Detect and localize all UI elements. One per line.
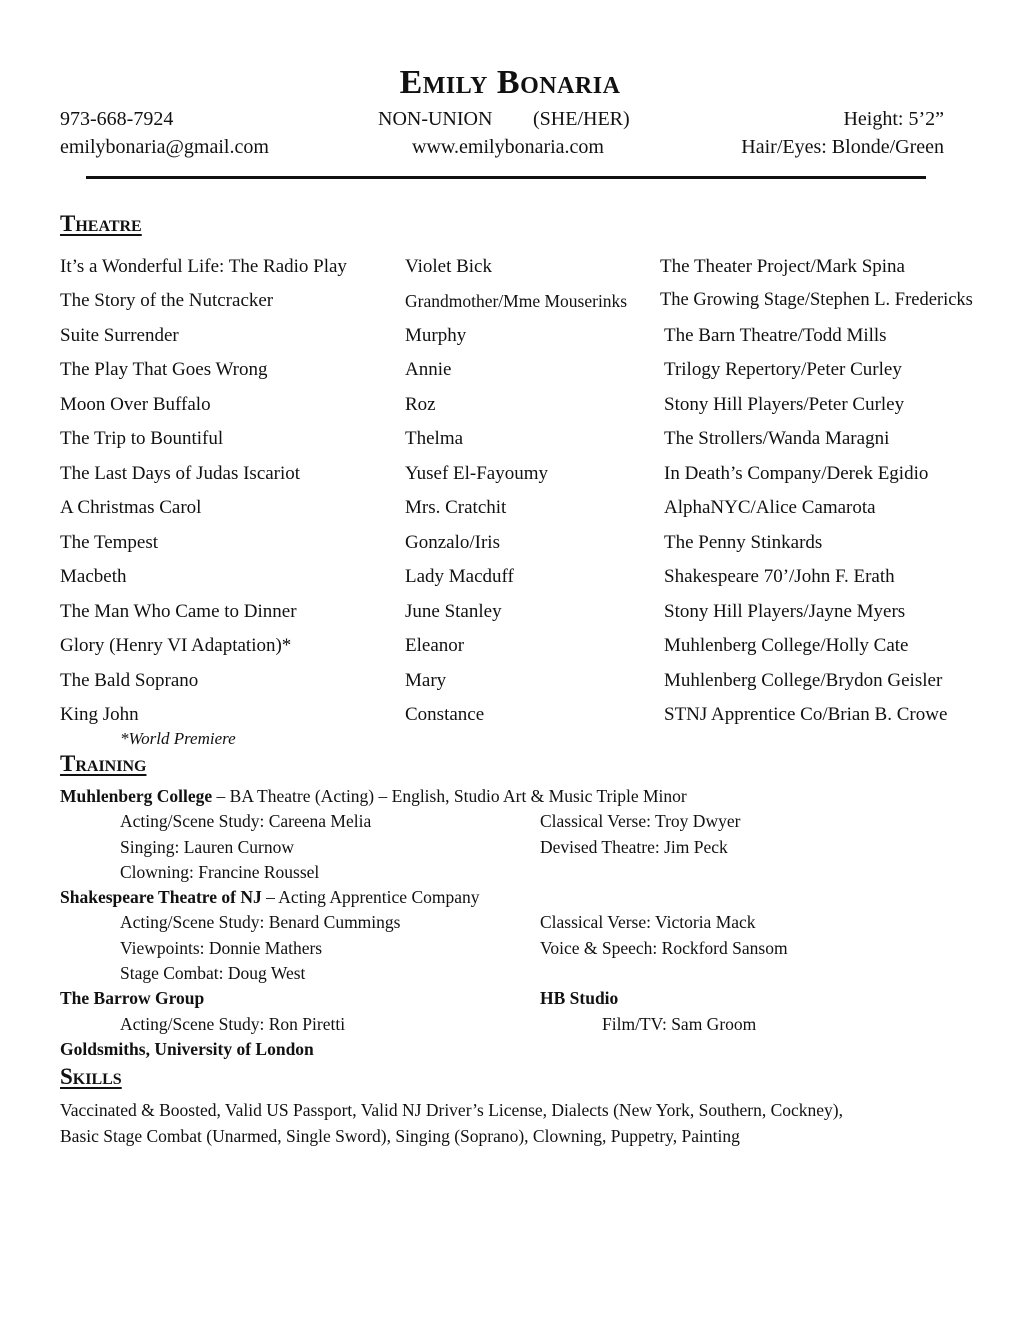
show-title: Moon Over Buffalo bbox=[60, 394, 211, 415]
teacher: Acting/Scene Study: Ron Piretti bbox=[120, 1014, 346, 1034]
show-title: The Play That Goes Wrong bbox=[60, 359, 268, 380]
training-heading: Training bbox=[60, 751, 147, 776]
height: Height: 5’2” bbox=[843, 108, 944, 130]
company-director: Muhlenberg College/Holly Cate bbox=[664, 635, 909, 656]
hair-eyes: Hair/Eyes: Blonde/Green bbox=[741, 136, 944, 158]
company-director: Trilogy Repertory/Peter Curley bbox=[664, 359, 902, 380]
show-title: The Story of the Nutcracker bbox=[60, 290, 274, 311]
skills-line: Basic Stage Combat (Unarmed, Single Sword), Singing (Soprano), Clowning, Puppetry, Painting bbox=[60, 1125, 740, 1146]
credit-row bbox=[60, 670, 1000, 700]
company-director: The Theater Project/Mark Spina bbox=[660, 256, 905, 277]
skills-heading: Skills bbox=[60, 1064, 122, 1089]
teacher: Clowning: Francine Roussel bbox=[120, 862, 320, 882]
role-name: Thelma bbox=[405, 428, 464, 449]
company-director: The Strollers/Wanda Maragni bbox=[664, 428, 890, 449]
role-name: Violet Bick bbox=[405, 256, 492, 277]
role-name: June Stanley bbox=[405, 601, 502, 622]
show-title: The Man Who Came to Dinner bbox=[60, 601, 297, 622]
company-director: STNJ Apprentice Co/Brian B. Crowe bbox=[664, 704, 948, 725]
show-title: The Last Days of Judas Iscariot bbox=[60, 463, 301, 484]
credit-row bbox=[60, 256, 1000, 286]
teacher: Acting/Scene Study: Benard Cummings bbox=[120, 912, 401, 932]
credit-row bbox=[60, 463, 1000, 493]
credit-row bbox=[60, 635, 1000, 665]
show-title: King John bbox=[60, 704, 139, 725]
credit-row bbox=[60, 359, 1000, 389]
credit-row bbox=[60, 601, 1000, 631]
company-director: Stony Hill Players/Peter Curley bbox=[664, 394, 905, 415]
credit-row bbox=[60, 290, 1000, 320]
role-name: Annie bbox=[405, 359, 452, 380]
website: www.emilybonaria.com bbox=[412, 136, 604, 158]
school-name: HB Studio bbox=[540, 988, 619, 1008]
training-entry bbox=[60, 887, 480, 908]
role-name: Grandmother/Mme Mouserinks bbox=[405, 291, 628, 311]
show-title: The Bald Soprano bbox=[60, 670, 199, 691]
role-name: Eleanor bbox=[405, 635, 465, 656]
phone-number: 973-668-7924 bbox=[60, 108, 174, 130]
school-name: Shakespeare Theatre of NJ bbox=[60, 887, 262, 907]
role-name: Murphy bbox=[405, 325, 467, 346]
teacher: Devised Theatre: Jim Peck bbox=[540, 837, 728, 857]
role-name: Mary bbox=[405, 670, 447, 691]
role-name: Gonzalo/Iris bbox=[405, 532, 500, 553]
pronouns: (SHE/HER) bbox=[533, 108, 630, 130]
school-detail: – Acting Apprentice Company bbox=[261, 887, 480, 907]
teacher: Stage Combat: Doug West bbox=[120, 963, 306, 983]
company-director: In Death’s Company/Derek Egidio bbox=[664, 463, 929, 484]
show-title: It’s a Wonderful Life: The Radio Play bbox=[60, 256, 347, 277]
email-address: emilybonaria@gmail.com bbox=[60, 136, 269, 158]
credit-row bbox=[60, 428, 1000, 458]
school-name: Muhlenberg College bbox=[60, 786, 213, 806]
theatre-heading: Theatre bbox=[60, 211, 142, 236]
training-entry bbox=[60, 786, 687, 807]
credit-row bbox=[60, 532, 1000, 562]
show-title: A Christmas Carol bbox=[60, 497, 202, 518]
show-title: Suite Surrender bbox=[60, 325, 179, 346]
teacher: Viewpoints: Donnie Mathers bbox=[120, 938, 323, 958]
teacher: Classical Verse: Troy Dwyer bbox=[540, 811, 741, 831]
role-name: Constance bbox=[405, 704, 485, 725]
show-title: Macbeth bbox=[60, 566, 127, 587]
show-title: Glory (Henry VI Adaptation)* bbox=[60, 635, 292, 656]
teacher: Voice & Speech: Rockford Sansom bbox=[540, 938, 788, 958]
credit-row bbox=[60, 566, 1000, 596]
credit-row bbox=[60, 394, 1000, 424]
teacher: Classical Verse: Victoria Mack bbox=[540, 912, 756, 932]
role-name: Yusef El-Fayoumy bbox=[405, 463, 549, 484]
credit-row bbox=[60, 497, 1000, 527]
school-detail: – BA Theatre (Acting) – English, Studio Art & Music Triple Minor bbox=[212, 786, 687, 806]
show-title: The Tempest bbox=[60, 532, 159, 553]
company-director: The Barn Theatre/Todd Mills bbox=[664, 325, 887, 346]
credit-row bbox=[60, 325, 1000, 355]
show-title: The Trip to Bountiful bbox=[60, 428, 224, 449]
company-director: AlphaNYC/Alice Camarota bbox=[664, 497, 876, 518]
company-director: Muhlenberg College/Brydon Geisler bbox=[664, 670, 943, 691]
skills-list bbox=[60, 1098, 960, 1149]
company-director: Stony Hill Players/Jayne Myers bbox=[664, 601, 906, 622]
union-status: NON-UNION bbox=[378, 108, 493, 130]
school-name: The Barrow Group bbox=[60, 988, 205, 1008]
teacher: Singing: Lauren Curnow bbox=[120, 837, 295, 857]
company-director: The Growing Stage/Stephen L. Fredericks bbox=[660, 290, 973, 310]
company-director: The Penny Stinkards bbox=[664, 532, 823, 553]
school-name: Goldsmiths, University of London bbox=[60, 1039, 314, 1059]
role-name: Lady Macduff bbox=[405, 566, 514, 587]
company-director: Shakespeare 70’/John F. Erath bbox=[664, 566, 895, 587]
role-name: Mrs. Cratchit bbox=[405, 497, 507, 518]
world-premiere-note: *World Premiere bbox=[120, 729, 236, 748]
teacher: Acting/Scene Study: Careena Melia bbox=[120, 811, 372, 831]
teacher: Film/TV: Sam Groom bbox=[602, 1014, 757, 1034]
resume-name: Emily Bonaria bbox=[399, 64, 621, 101]
skills-line: Vaccinated & Boosted, Valid US Passport, Valid NJ Driver’s License, Dialects (New York, Southern, Cockney), bbox=[60, 1100, 844, 1120]
header-divider bbox=[86, 176, 926, 179]
role-name: Roz bbox=[405, 394, 436, 415]
